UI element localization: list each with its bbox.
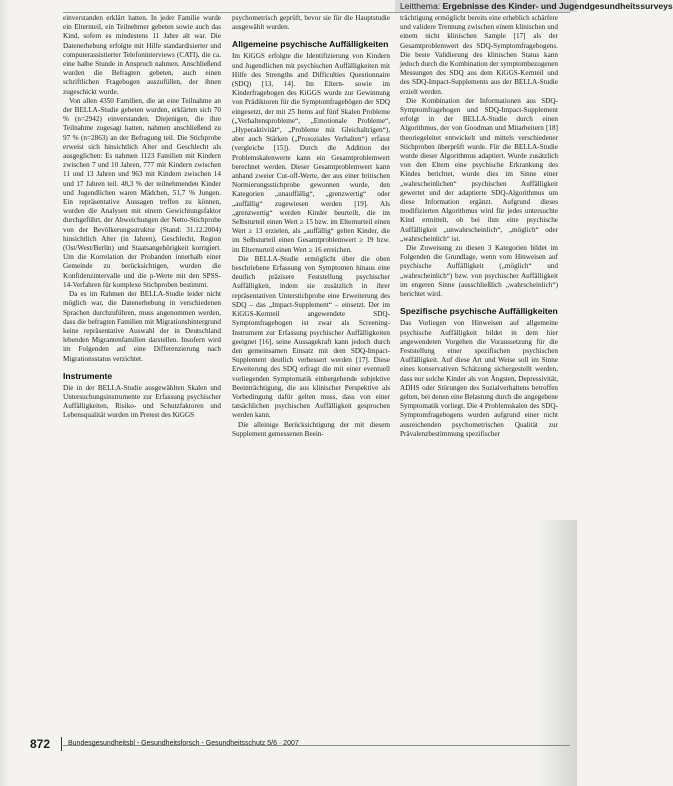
paragraph: Die Kombination der Informationen aus SDQ-Symptomfragebogen und SDQ-Impact-Supplement erfolgt in der BELLA-Studie durch einen Algorithmus, der von Goodman und Mitarbeitern [18] theoriegeleitet entwickelt und mittels verschiedener Stichproben überprüft wurde. Für die BELLA-Studie wurde dieser Algorithmus adaptiert. Wurde zusätzlich von den Eltern eine psychische Erkrankung des Kindes berichtet, wurde dies im Sinne einer „wahrscheinlichen“ psychischen Auffälligkeit gewertet und der adaptierte SDQ-Algorithmus um diese Information ergänzt. Aufgrund dieses modifizierten Algorithmus wird für jedes untersuchte Kind ermittelt, ob bei ihm eine psychische Auffälligkeit „unwahrscheinlich“, „möglich“ oder „wahrscheinlich“ ist. [400,96,558,243]
paragraph: Im KiGGS erfolgte die Identifizierung von Kindern und Jugendlichen mit psychischen Auffälligkeiten mit Hilfe des Strengths and Difficulties Questionnaire (SDQ) [13, 14]. Im Eltern- sowie im Kinderfragebogen des KiGGS wurde zur Gewinnung von Prädiktoren für die Symptomfragebögen der SDQ eingesetzt, der mit 25 Items auf fünf Skalen Probleme („Verhaltensprobleme“, „Emotionale Probleme“, „Hyperaktivität“, „Probleme mit Gleichaltrigen“), aber auch Stärken („Prosoziales Verhalten“) erfasst (vergleiche [15]). Durch die Addition der Problemskalenwerte kann ein Gesamtproblemwert berechnet werden. Dieser Gesamtproblemwert kann anhand zweier Cut-off-Werte, der aus einer britischen Normierungsstichprobe gewonnen wurde, den Kategorien „unauffällig“, „grenzwertig“ oder „auffällig“ zugewiesen werden [19]. Als „grenzwertig“ werden Kinder beurteilt, die im Selbsturteil einen Wert ≥ 15 bzw. im Elternurteil einen Wert ≥ 13 erzielen, als „auffällig“ gelten Kinder, die im Selbsturteil einen Gesamtproblemwert ≥ 19 bzw. im Elternurteil einen Wert ≥ 16 erreichen. [232,52,390,254]
paragraph: einverstanden erklärt hatten. In jeder Familie wurde ein Elternteil, ein Teilnehmer gebeten sowie auch das Kind, sofern es mindestens 11 Jahre alt war. Die Datenerhebung erfolgte mit Hilfe standardisierter und computerassistierter Telefoninterviews (CATI), die ca. eine halbe Stunde in Anspruch nahmen. Anschließend wurden die Befragten gebeten, auch einen schriftlichen Fragebogen auszufüllen, der ihnen zugeschickt wurde. [63,14,221,96]
column-left [63,14,221,421]
paragraph: psychometrisch geprüft, bevor sie für die Hauptstudie ausgewählt wurden. [232,14,390,32]
journal-citation: Bundesgesundheitsbl - Gesundheitsforsch - Gesundheitsschutz 5/6 · 2007 [68,740,299,747]
section-heading-allgemeine: Allgemeine psychische Auffälligkeiten [232,39,389,50]
page-number-divider [61,737,62,751]
paragraph: Die in der BELLA-Studie ausgewählten Skalen und Untersuchungsinstrumente zur Erfassung psychischer Auffälligkeiten, Risiko- und Schutzfaktoren und Lebensqualität wurden im Pretest des KiGGS [63,383,221,420]
column-right [400,14,558,439]
paragraph: Die alleinige Berücksichtigung der mit diesem Supplement gemessenen Beein- [232,420,390,438]
paragraph: trächtigung ermöglicht bereits eine erheblich schärfere und validere Trennung zwischen einem klinischen und einem nicht klinischen Sample [17] als der Gesamtproblemwert des SDQ-Symptomfragebogens. Die beste Validierung des klinischen Status kann jedoch durch die Kombination der symptombezogenen Messungen des SDQ aus dem KiGGS-Kernteil und des SDQ-Impact-Supplements aus der BELLA-Studie erzielt werden. [400,14,558,96]
section-heading-spezifische: Spezifische psychische Auffälligkeiten [400,306,558,317]
scan-edge-shadow [0,0,10,786]
paragraph: Von allen 4350 Familien, die an eine Teilnahme an der BELLA-Studie gebeten wurden, erklärten sich 70 % (n=2942) einverstanden. Diejenigen, die ihre Teilnahme zugesagt hatten, nahmen anschließend zu 97 % (n=2863) an der Befragung teil. Die Stichprobe erweist sich hinsichtlich Alter und Geschlecht als ausgeglichen: Es nahmen 1123 Familien mit Kindern zwischen 7 und 10 Jahren, 777 mit Kindern zwischen 11 und 13 Jahren und 963 mit Kindern zwischen 14 und 17 Jahren teil. 48,3 % der teilnehmenden Kinder und Jugendlichen waren Mädchen, 51,7 % Jungen. Ein repräsentative Aussagen treffen zu können, wurden die Analysen mit einem Gewichtungsfaktor durchgeführt, der Abweichungen der Netto-Stichprobe von der Bevölkerungsstruktur (Stand: 31.12.2004) hinsichtlich Alter (in Jahren), Geschlecht, Region (Ost/West/Berlin) und Staatsangehörigkeit korrigiert. Um die Korrelation der Probanden innerhalb einer Gemeinde zu berücksichtigen, wurden die Konfidenzintervalle und die p-Werte mit den SPSS-14-Verfahren für komplexe Stichproben bestimmt. [63,96,221,289]
paragraph: Da es im Rahmen der BELLA-Studie leider nicht möglich war, die Datenerhebung in verschiedenen Sprachen durchzuführen, muss angenommen werden, dass die befragten Familien mit Migrationshintergrund keine repräsentative Auswahl der in Deutschland lebenden Migrantenfamilien darstellen. Insofern wird im Folgenden auf eine Differenzierung nach Migrationsstatus verzichtet. [63,290,221,363]
paragraph: Das Vorliegen von Hinweisen auf allgemeine psychische Auffälligkeit bildet in dem hier angewendeten Vorgehen die Voraussetzung für die Feststellung einer spezifischen psychischen Auffälligkeit. Auf diese Art und Weise soll im Sinne eines konservativen Schätzung sichergestellt werden, dass nur solche Kinder als von Ängsten, Depressivität, ADHS oder Störungen des Sozialverhaltens betroffen gelten, bei denen eine Belastung durch die angegebene Symptomatik vorliegt. Die 4 Problemskalen des SDQ-Symptomfragebogens wurden aufgrund einer nicht ausreichenden psychometrischen Qualität zur Prävalenzbestimmung spezifischer [400,319,558,438]
scan-corner-shadow [537,520,577,786]
column-middle [232,14,390,439]
running-header [400,0,673,12]
paragraph: Die Zuweisung zu diesen 3 Kategorien bildet im Folgenden die Grundlage, wenn vom Hinweisen auf psychische Auffälligkeit („möglich“ und „wahrscheinlich“) bzw. von psychischer Auffälligkeit im engeren Sinne (ausschließlich „wahrscheinlich“) berichtet wird. [400,244,558,299]
paragraph: Die BELLA-Studie ermöglicht über die oben beschriebene Erfassung von Symptomen hinaus eine deutlich präzisere Feststellung psychischer Auffälligkeit, indem sie zusätzlich in ihrer repräsentativen Unterstichprobe eine Erweiterung des SDQ – das „Impact-Supplement“ – einsetzt. Der im KiGGS-Kernteil angewendete SDQ-Symptomfragebogen ist zwar als Screening-Instrument zur Erfassung psychischer Auffälligkeiten geeignet [16], seine Aussagekraft kann jedoch durch den gemeinsamen Einsatz mit dem SDQ-Impact-Supplement deutlich verbessert werden [17]. Diese Erweiterung des SDQ erfragt die mit einer eventuell vorliegenden Symptomatik einhergehende subjektive Beeinträchtigung, die aus klinischer Perspektive als Vorbedingung dafür gelten muss, dass von einer tatsächlichen psychischen Auffälligkeit gesprochen werden kann. [232,254,390,420]
section-heading-instrumente: Instrumente [63,370,113,381]
header-rule [63,12,570,13]
page-number: 872 [30,737,51,751]
header-prefix: Leitthema: [400,1,443,11]
header-title: Ergebnisse des Kinder- und Jugendgesundheitssurveys [442,1,673,11]
